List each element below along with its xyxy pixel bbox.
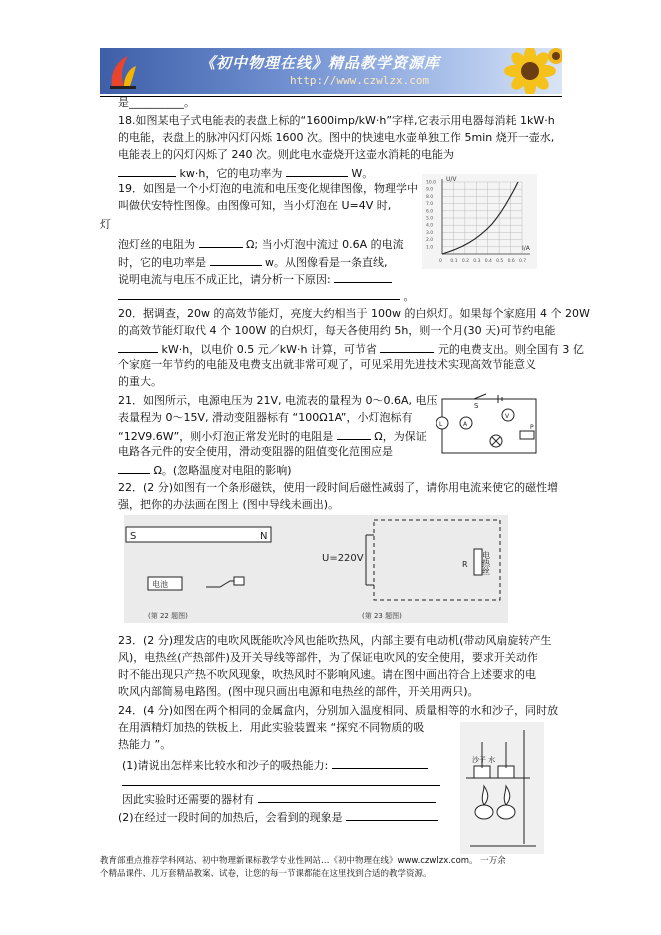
page-footer [100, 855, 570, 881]
text-line: 是__________。 [118, 96, 195, 109]
question-24-line: (1)请说出怎样来比较水和沙子的吸热能力: [122, 756, 428, 774]
circuit-diagram-21 [436, 393, 542, 459]
y-tick-label: 7.0 [426, 202, 434, 208]
y-tick-label: 9.0 [426, 187, 434, 193]
sunflower-icon [482, 48, 562, 94]
question-24-line: (2)在经过一段时间的加热后，会看到的现象是 [118, 808, 438, 826]
figure-23-caption: (第 23 题图) [362, 612, 402, 620]
site-logo-icon [106, 52, 140, 90]
heating-apparatus [460, 722, 544, 854]
figure-22-23-drawing [124, 515, 508, 623]
graph-xlabel: I/A [522, 245, 530, 252]
lamp-left [475, 805, 493, 819]
x-tick-label: 0 [439, 259, 442, 264]
question-18-line: 电能表上的闪灯闪烁了 240 次。则此电水壶烧开这壶水消耗的电能为 [118, 148, 454, 161]
answer-blank[interactable] [122, 773, 440, 786]
switch [206, 581, 236, 587]
label-a: A [463, 421, 468, 428]
x-tick-label: 0.1 [450, 259, 458, 264]
question-20-line: 20．据调查，20w 的高效节能灯，亮度大约相当于 100w 的白炽灯。如果每个家庭用 4 个 20W [118, 307, 590, 320]
question-21-line: 21．如图所示，电源电压为 21V, 电流表的量程为 0～0.6A, 电压 [118, 394, 438, 407]
answer-blank[interactable] [334, 270, 392, 283]
switch-symbol [474, 394, 486, 399]
question-22-line: 强，把你的办法画在图上 (图中导线未画出)。 [118, 498, 340, 511]
answer-blank[interactable] [118, 461, 150, 474]
question-23-line: 吹风内部简易电路图。(图中现只画出电源和电热丝的部件，开关用两只)。 [118, 685, 479, 698]
y-tick-label: 6.0 [426, 209, 434, 215]
header-banner [100, 48, 562, 94]
question-21-line: 表量程为 0～15V, 滑动变阻器标有 “100Ω1A”，小灯泡标有 [118, 411, 413, 424]
question-20-line: 的高效节能灯取代 4 个 100W 的白炽灯，每天各使用约 5h，则一个月(30 天)可节约电能 [118, 324, 556, 337]
heater-label: 电热丝 [481, 551, 491, 575]
x-tick-label: 0.4 [484, 259, 492, 264]
question-19-line: 时，它的电功率是 w。从图像看是一条直线, [118, 253, 388, 271]
label-p: P [530, 424, 534, 431]
answer-blank[interactable] [210, 253, 262, 266]
label-l: L [439, 421, 443, 428]
y-tick-label: 3.0 [426, 230, 434, 236]
y-tick-label: 2.0 [426, 238, 434, 244]
answer-blank[interactable] [286, 164, 348, 177]
question-22-line: 22．(2 分)如图有一个条形磁铁，使用一段时间后磁性减弱了，请你用电流来使它的磁性增 [118, 481, 559, 494]
resistor-label: R [462, 560, 468, 569]
question-21-line: Ω。(忽略温度对电阻的影响) [118, 461, 292, 479]
lamp-right [497, 805, 515, 819]
banner-title: 《初中物理在线》精品教学资源库 [200, 54, 441, 72]
answer-blank[interactable] [118, 287, 400, 300]
question-19-line: 泡灯丝的电阻为 Ω; 当小灯泡中流过 0.6A 的电流 [118, 235, 404, 253]
question-20-line: 的重大。 [118, 375, 162, 388]
question-19-line: 灯 [100, 218, 111, 231]
question-24-line: 24．(4 分)如图在两个相同的金属盒内，分别加入温度相同、质量相等的水和沙子，同时放 [118, 704, 559, 717]
answer-blank[interactable] [346, 808, 438, 821]
x-tick-label: 0.5 [496, 259, 504, 264]
question-18-line: 18.如图某电子式电能表的表盘上标的“1600imp/kW·h”字样,它表示用电器每消耗 1kW·h [118, 114, 555, 127]
question-21-line: “12V9.6W”，则小灯泡正常发光时的电阻是 Ω，为保证 [118, 427, 427, 445]
bar-magnet [126, 527, 271, 542]
x-tick-label: 0.3 [473, 259, 481, 264]
answer-blank[interactable] [337, 427, 371, 440]
question-19-line: 。 [118, 287, 415, 305]
question-24-line: 在用酒精灯加热的铁板上．用此实验装置来 “探究不同物质的吸 [118, 721, 425, 734]
answer-blank[interactable] [258, 790, 436, 803]
x-tick-label: 0.2 [461, 259, 470, 264]
question-23-line: 时不能出现只产热不吹风现象，吹热风时不影响风速。请在图中画出符合上述要求的电 [118, 668, 536, 681]
graph-ylabel: U/V [446, 176, 457, 183]
answer-blank[interactable] [380, 340, 434, 353]
question-24-line [122, 773, 440, 791]
question-18-line: 的电能，表盘上的脉冲闪灯闪烁 1600 次。图中的快速电水壶单独工作 5min 烧开一壶水, [118, 131, 555, 144]
y-tick-label: 8.0 [426, 194, 434, 200]
y-tick-label: 5.0 [426, 216, 434, 222]
figure-22-caption: (第 22 题图) [148, 612, 188, 620]
question-23-line: 风)，电热丝(产热部件)及开关导线等部件，为了保证电吹风的安全使用，要求开关动作 [118, 651, 538, 664]
apparatus-labels: 沙子 水 [472, 756, 496, 764]
y-tick-label: 10.0 [426, 180, 437, 186]
answer-blank[interactable] [118, 164, 176, 177]
battery-label: 电池 [152, 580, 168, 589]
rheostat-symbol [520, 431, 534, 439]
question-19-line: 叫做伏安特性图像。由图像可知，当小灯泡在 U=4V 时, [118, 199, 392, 212]
iv-graph [422, 174, 537, 269]
question-24-line: 热能力 ”。 [118, 738, 172, 751]
magnet-pole-s: S [130, 531, 137, 542]
banner-url: http://www.czwlzx.com [290, 74, 430, 87]
figure-22-23 [124, 515, 508, 623]
y-tick-label: 1.0 [426, 245, 434, 251]
question-18-line: kw·h，它的电功率为 W。 [118, 164, 373, 182]
answer-blank[interactable] [332, 756, 428, 769]
supply-voltage-label: U=220V [322, 553, 364, 564]
answer-blank[interactable] [199, 235, 243, 248]
label-v: V [505, 413, 510, 420]
question-24-line: 因此实验时还需要的器材有 [122, 790, 436, 808]
question-21-line: 电路各元件的安全使用，滑动变阻器的阻值变化范围应是 [118, 445, 393, 458]
question-23-line: 23．(2 分)理发店的电吹风既能吹冷风也能吹热风，内部主要有电动机(带动风扇旋转产生 [118, 634, 552, 647]
question-19-line: 19．如图是一个小灯泡的电流和电压变化规律图像，物理学中 [118, 182, 418, 195]
label-s: S [474, 402, 479, 410]
y-tick-label: 4.0 [426, 223, 434, 229]
x-tick-label: 0.6 [507, 259, 515, 264]
question-20-line: 个家庭一年节约的电能及电费支出就非常可观了，可见采用先进技术实现高效节能意义 [118, 358, 536, 371]
x-tick-label: 0.7 [519, 259, 527, 264]
magnet-pole-n: N [260, 531, 268, 542]
question-19-line: 说明电流与电压不成正比，请分析一下原因: [118, 270, 392, 288]
question-20-line: kW·h，以电价 0.5 元／kW·h 计算，可节省 元的电费支出。则全国有 3 亿 [118, 340, 584, 358]
answer-blank[interactable] [118, 340, 158, 353]
footer-line-1: 教育部重点推荐学科网站、初中物理新课标教学专业性网站…《初中物理在线》www.czwlzx.com。 一万余 [100, 856, 506, 866]
footer-line-2: 个精品课件、几万套精品教案、试卷，让您的每一节课都能在这里找到合适的教学资源。 [100, 869, 432, 879]
